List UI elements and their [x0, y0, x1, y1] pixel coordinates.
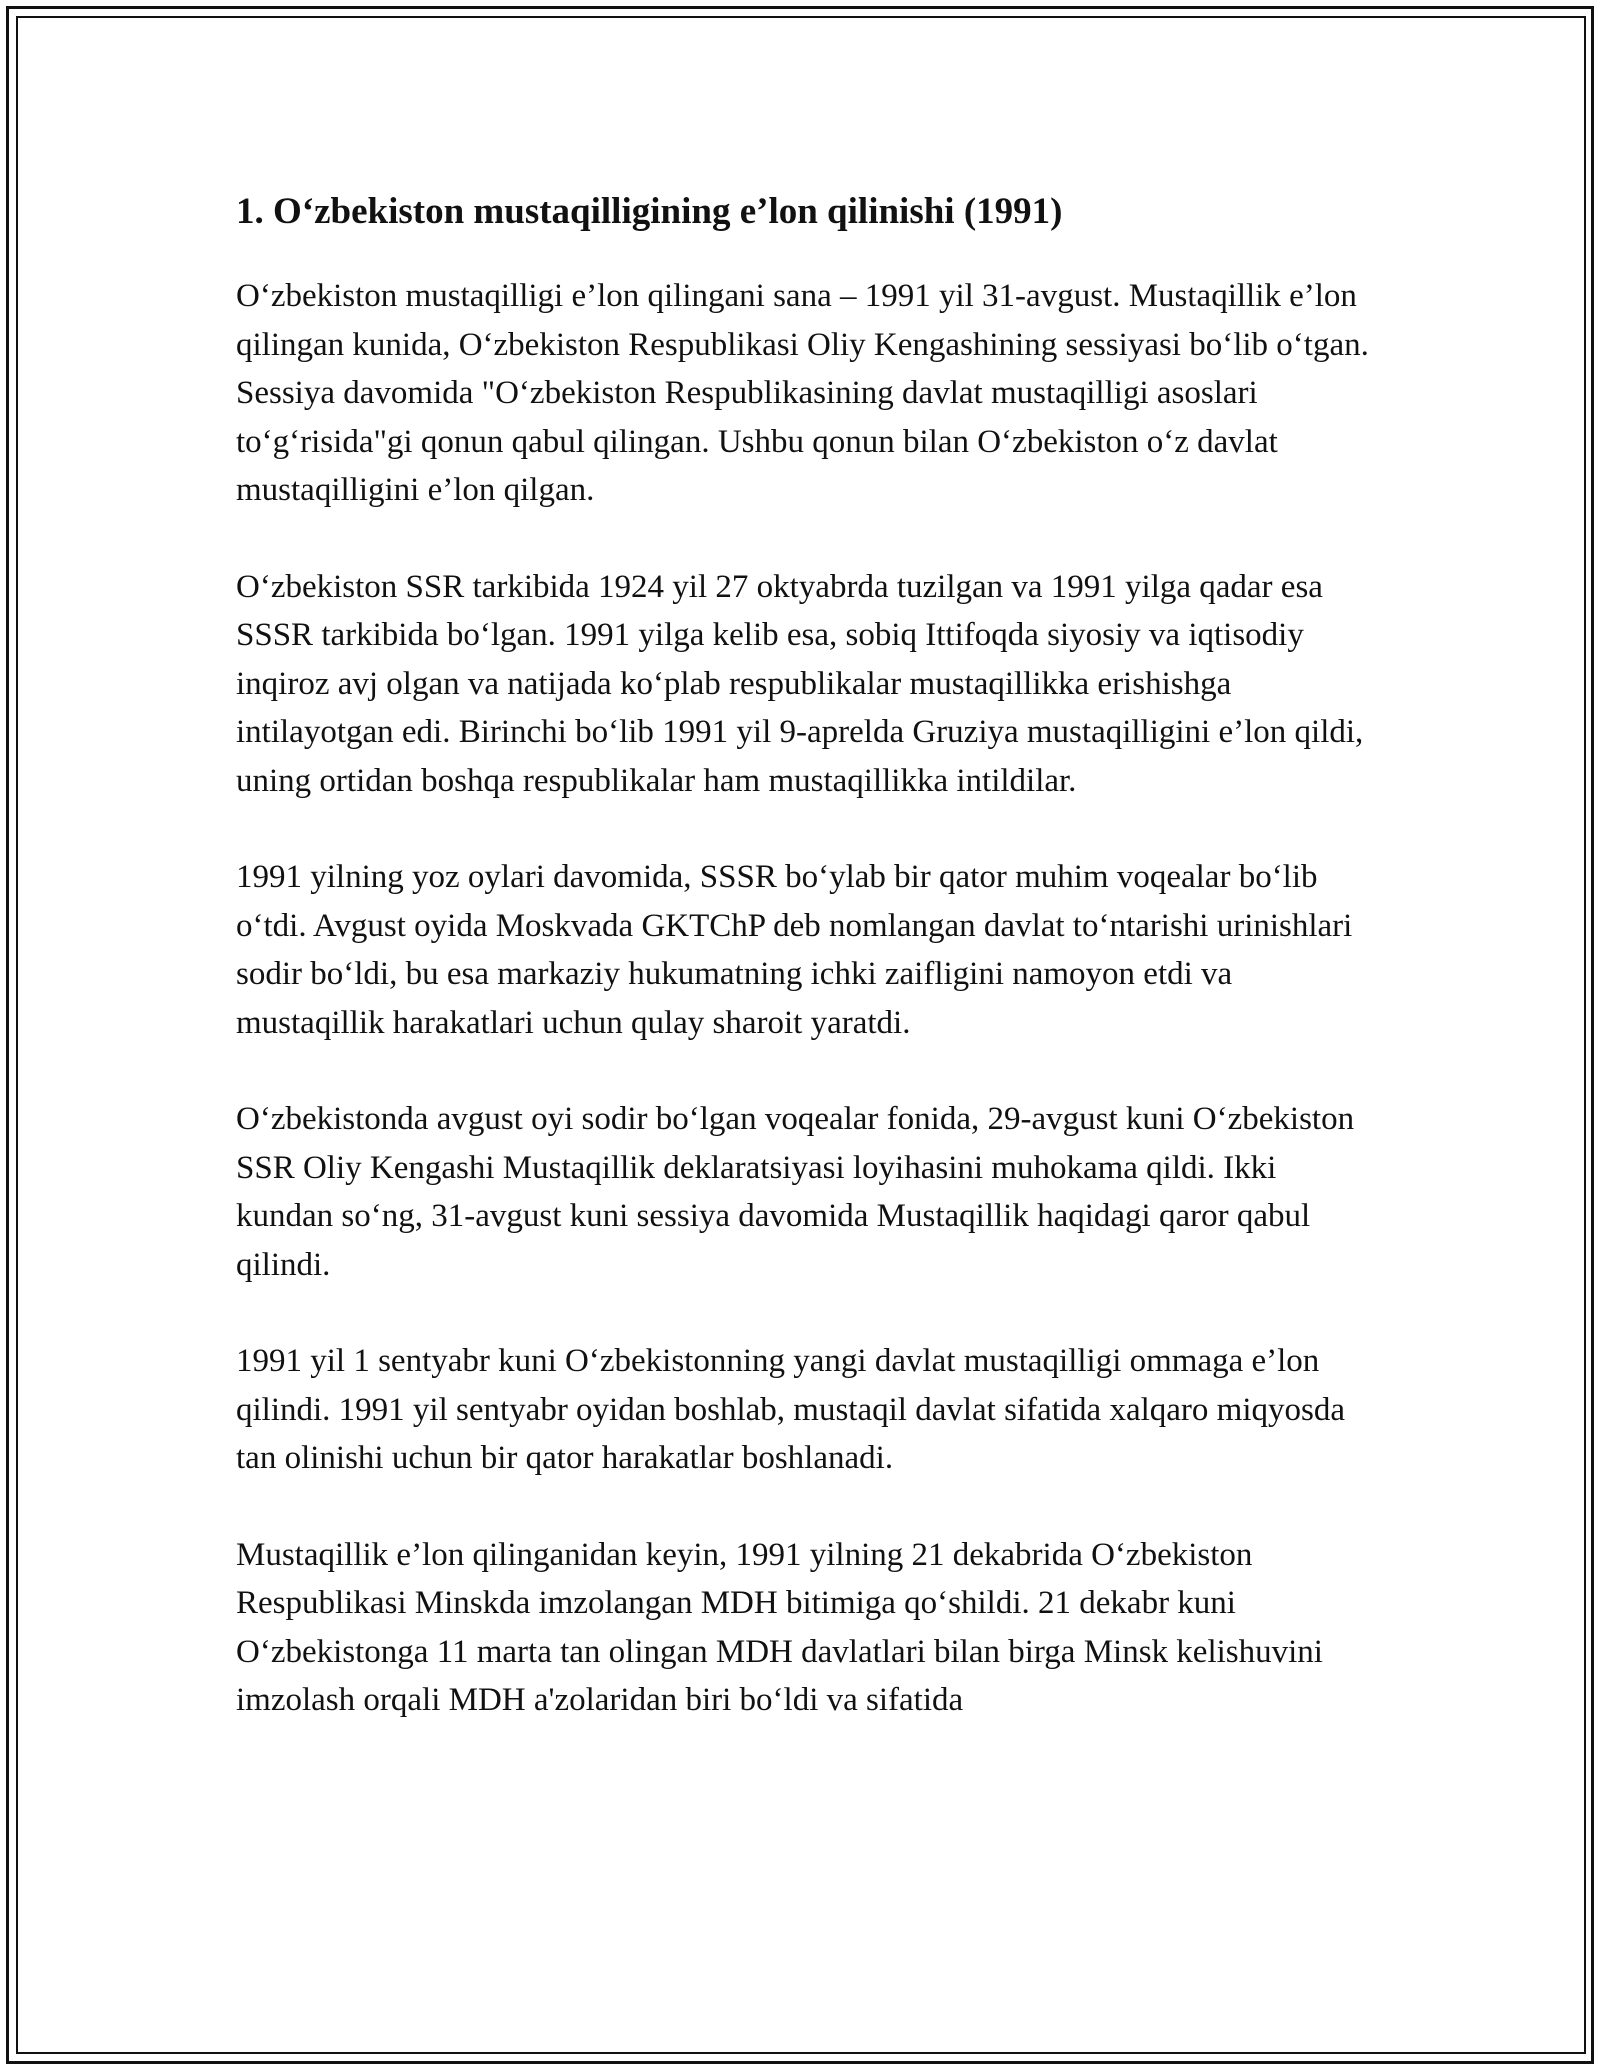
document-title: 1. O‘zbekiston mustaqilligining e’lon qilinishi (1991)	[236, 191, 1063, 232]
paragraph-august-session: O‘zbekistonda avgust oyi sodir bo‘lgan voqealar fonida, 29-avgust kuni O‘zbekiston SSR Oliy Kengashi Mustaqillik deklaratsiyasi loyihasini muhokama qildi. Ikki kundan so‘ng, 31-avgust kuni sessiya davomida Mustaqillik haqidagi qaror qabul qilindi.	[236, 1101, 1355, 1283]
paragraph-declaration-date: O‘zbekiston mustaqilligi e’lon qilingani sana – 1991 yil 31-avgust. Mustaqillik e’lon qilingan kunida, O‘zbekiston Respublikasi Oliy Kengashining sessiyasi bo‘lib o‘tgan. Sessiya davomida "O‘zbekiston Respublikasining davlat mustaqilligi asoslari to‘g‘risida"gi qonun qabul qilingan. Ushbu qonun bilan O‘zbekiston o‘z davlat mustaqilligini e’lon qilgan.	[236, 278, 1369, 508]
document-body	[236, 188, 1376, 1773]
paragraph-september-announcement: 1991 yil 1 sentyabr kuni O‘zbekistonning yangi davlat mustaqilligi ommaga e’lon qilindi. 1991 yil sentyabr oyidan boshlab, mustaqil davlat sifatida xalqaro miqyosda tan olinishi uchun bir qator harakatlar boshlanadi.	[236, 1343, 1345, 1476]
paragraph-cis-accession: Mustaqillik e’lon qilinganidan keyin, 1991 yilning 21 dekabrida O‘zbekiston Respublikasi Minskda imzolangan MDH bitimiga qo‘shildi. 21 dekabr kuni O‘zbekistonga 11 marta tan olingan MDH davlatlari bilan birga Minsk kelishuvini imzolash orqali MDH a'zolaridan biri bo‘ldi va sifatida	[236, 1536, 1323, 1718]
paragraph-summer-events: 1991 yilning yoz oylari davomida, SSSR bo‘ylab bir qator muhim voqealar bo‘lib o‘tdi. Avgust oyida Moskvada GKTChP deb nomlangan davlat to‘ntarishi urinishlari sodir bo‘ldi, bu esa markaziy hukumatning ichki zaifligini namoyon etdi va mustaqillik harakatlari uchun qulay sharoit yaratdi.	[236, 859, 1353, 1041]
paragraph-ussr-background: O‘zbekiston SSR tarkibida 1924 yil 27 oktyabrda tuzilgan va 1991 yilga qadar esa SSSR tarkibida bo‘lgan. 1991 yilga kelib esa, sobiq Ittifoqda siyosiy va iqtisodiy inqiroz avj olgan va natijada ko‘plab respublikalar mustaqillikka erishishga intilayotgan edi. Birinchi bo‘lib 1991 yil 9-aprelda Gruziya mustaqilligini e’lon qildi, uning ortidan boshqa respublikalar ham mustaqillikka intildilar.	[236, 568, 1364, 799]
